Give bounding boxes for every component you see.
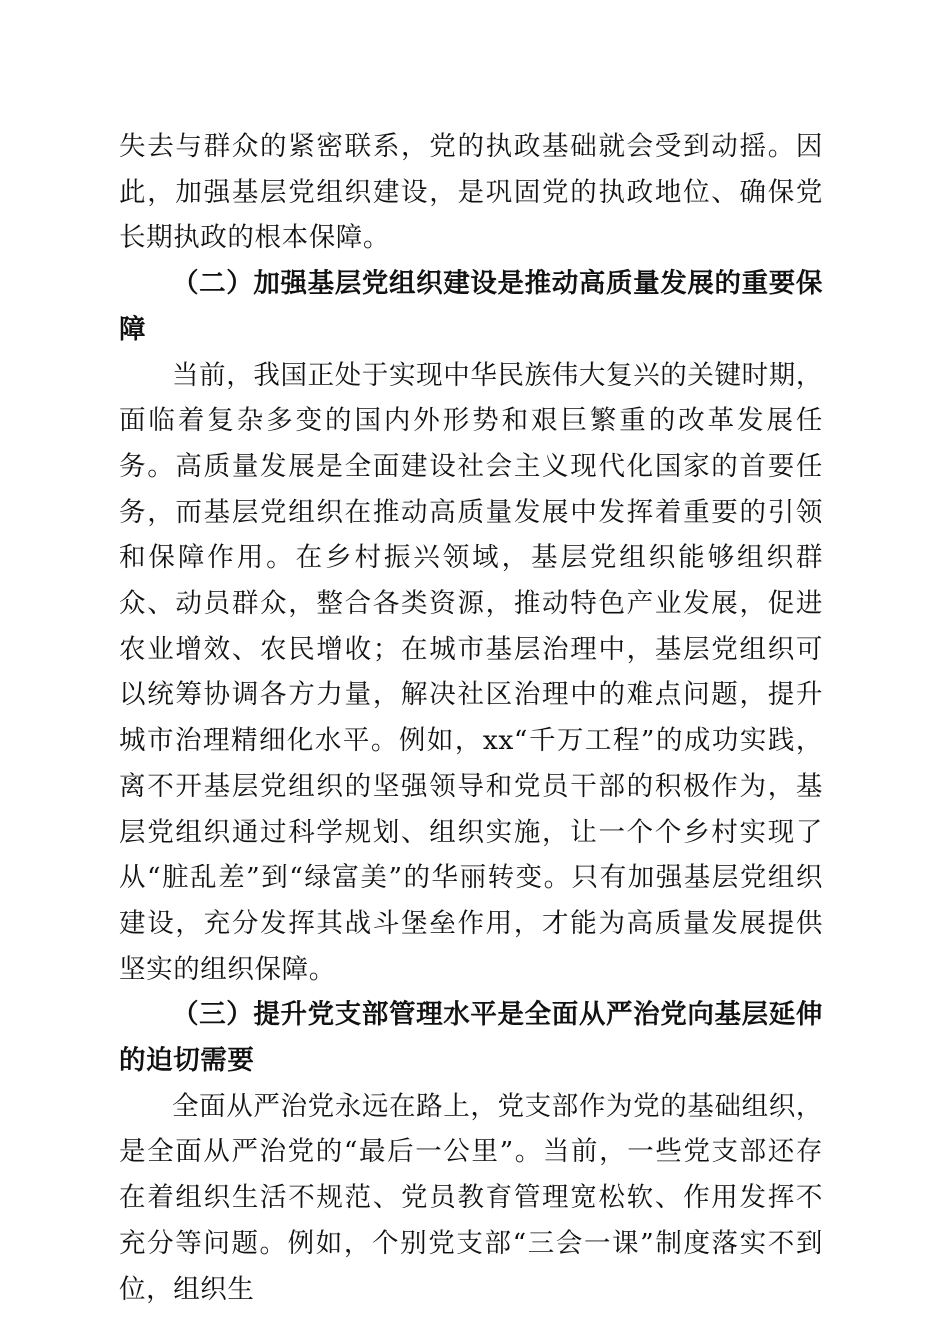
paragraph-continued: 失去与群众的紧密联系，党的执政基础就会受到动摇。因此，加强基层党组织建设，是巩固党的执政地位、确保党长期执政的根本保障。 <box>119 131 823 254</box>
document-body <box>119 124 823 1312</box>
section-heading-2: （二）加强基层党组织建设是推动高质量发展的重要保障 <box>119 268 823 345</box>
paragraph-section-2: 当前，我国正处于实现中华民族伟大复兴的关键时期，面临着复杂多变的国内外形势和艰巨繁重的改革发展任务。高质量发展是全面建设社会主义现代化国家的首要任务，而基层党组织在推动高质量发展中发挥着重要的引领和保障作用。在乡村振兴领域，基层党组织能够组织群众、动员群众，整合各类资源，推动特色产业发展，促进农业增效、农民增收；在城市基层治理中，基层党组织可以统筹协调各方力量，解决社区治理中的难点问题，提升城市治理精细化水平。例如，xx“千万工程”的成功实践，离不开基层党组织的坚强领导和党员干部的积极作为，基层党组织通过科学规划、组织实施，让一个个乡村实现了从“脏乱差”到“绿富美”的华丽转变。只有加强基层党组织建设，充分发挥其战斗堡垒作用，才能为高质量发展提供坚实的组织保障。 <box>119 359 823 985</box>
paragraph-section-3: 全面从严治党永远在路上，党支部作为党的基础组织，是全面从严治党的“最后一公里”。当前，一些党支部还存在着组织生活不规范、党员教育管理宽松软、作用发挥不充分等问题。例如，个别党支部“三会一课”制度落实不到位，组织生 <box>119 1090 823 1305</box>
section-heading-3: （三）提升党支部管理水平是全面从严治党向基层延伸的迫切需要 <box>119 999 823 1077</box>
